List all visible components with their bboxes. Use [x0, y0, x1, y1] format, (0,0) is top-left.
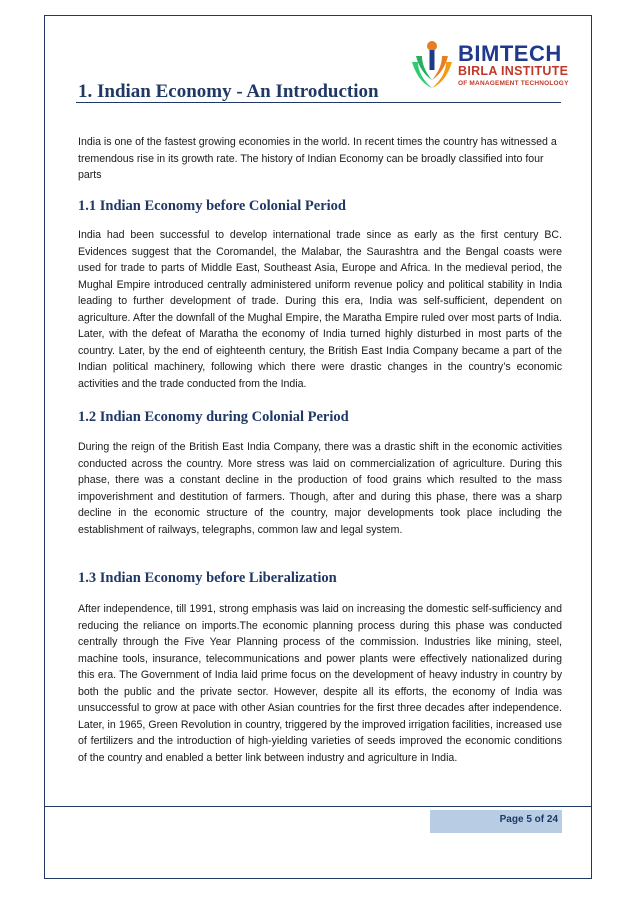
section-heading-1-1: 1.1 Indian Economy before Colonial Period — [78, 198, 346, 214]
page-number: Page 5 of 24 — [499, 814, 558, 825]
section-body-1-3: After independence, till 1991, strong emphasis was laid on increasing the domestic self-sufficiency and reducing the reliance on imports.The economic planning process during this phase was conducted centrally through the Five Year Planning process of the commission. Industries like mining, steel, machine tools, insurance, telecommunications and power plants were effectively nationalized during this era. The Government of India laid prime focus on the development of heavy industry in country by both the public and the private sector. However, despite all its efforts, the economy of India was unsuccessful to grow at pace with other Asian countries for the first three decades after independence. Later, in 1965, Green Revolution in country, triggered by the improved irrigation facilities, increased use of fertilizers and the introduction of high-yielding varieties of seeds improved the economic conditions of the country and enabled a better link between industry and agriculture in India. — [78, 603, 562, 764]
footer-divider — [44, 806, 592, 807]
page-number-box — [430, 810, 562, 833]
logo-institute-name: BIRLA INSTITUTE — [458, 64, 569, 78]
section-heading-1-2: 1.2 Indian Economy during Colonial Period — [78, 409, 349, 425]
page-title: 1. Indian Economy - An Introduction — [78, 81, 379, 102]
title-divider — [76, 102, 561, 103]
intro-paragraph: India is one of the fastest growing economies in the world. In recent times the country has witnessed a tremendous rise in its growth rate. The history of Indian Economy can be broadly classified into four parts — [78, 136, 557, 181]
logo-brand-name: BIMTECH — [458, 41, 562, 66]
logo-institute-sub: OF MANAGEMENT TECHNOLOGY — [458, 80, 569, 87]
section-body-1-2: During the reign of the British East India Company, there was a drastic shift in the economic activities conducted across the country. More stress was laid on commercialization of agriculture. During this phase, there was a constant decline in the production of food grains which resulted to the mass impoverishment and destitution of farmers. Though, after and during this phase, there was a sharp decline in the economic structure of the country, major developments took place including the establishment of railways, telegraphs, common law and legal system. — [78, 441, 562, 536]
section-heading-1-3: 1.3 Indian Economy before Liberalization — [78, 570, 337, 586]
section-body-1-1: India had been successful to develop international trade since as early as the first century BC. Evidences suggest that the Coromandel, the Malabar, the Saurashtra and the Bengal coasts were used for trade to parts of Middle East, Southeast Asia, Europe and Africa. In the medieval period, the Mughal Empire introduced centrally administered uniform revenue policy and political stability in India leading to further development of trade. During this era, India was self-sufficient, dependent on agriculture. After the downfall of the Mughal Empire, the Maratha Empire ruled over most parts of India. Later, with the defeat of Maratha the economy of India turned highly disturbed in most parts of the country. Later, by the end of eighteenth century, the British East India Company became a part of the Indian political machinery, following which there were drastic changes in the country’s economic activities and the trade conducted from the India. — [78, 229, 562, 390]
lotus-emblem-icon — [412, 41, 452, 88]
